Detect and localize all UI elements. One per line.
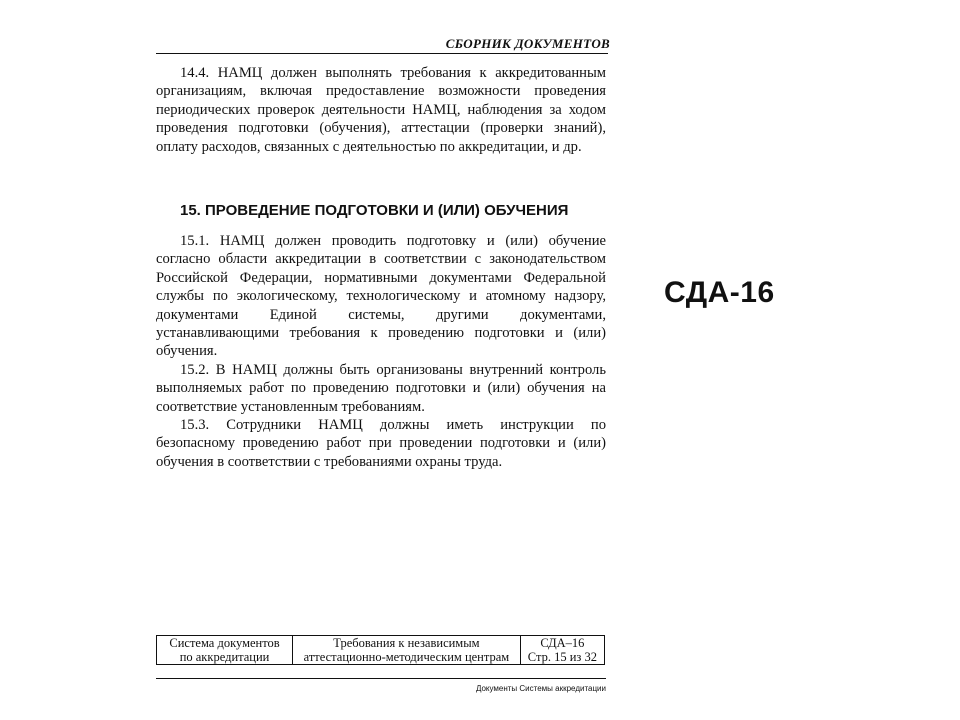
slide-label: СДА-16 (664, 276, 775, 309)
paragraph-15-2: 15.2. В НАМЦ должны быть организованы внутренний контроль выполняемых работ по проведению подготовки и (или) обучения на соответствие установленным требованиям. (156, 361, 606, 415)
footer-table (156, 635, 605, 665)
footer-page-number: Стр. 15 из 32 (527, 650, 597, 664)
footer-requirements-line1: Требования к независимым (333, 636, 480, 650)
section-14-text (156, 64, 606, 156)
collection-title: СБОРНИК ДОКУМЕНТОВ (445, 36, 610, 51)
section-15-text (156, 232, 606, 471)
footer-system-cell (157, 636, 293, 665)
footer-doc-code: СДА–16 (540, 636, 585, 650)
footer-system-line2: по аккредитации (179, 650, 270, 664)
footer-requirements-line2: аттестационно-методическим центрам (303, 650, 510, 664)
footer-system-line1: Система документов (169, 636, 280, 650)
paragraph-15-3: 15.3. Сотрудники НАМЦ должны иметь инструкции по безопасному проведению работ при проведении подготовки и (или) обучения в соответствии с требованиями охраны труда. (156, 417, 606, 470)
footer-rule (156, 678, 606, 679)
header-rule (156, 53, 608, 54)
footer-doc-code-cell (520, 636, 604, 665)
footer-source: Документы Системы аккредитации (475, 684, 606, 693)
footer-requirements-cell (293, 636, 521, 665)
section-15-heading: 15. ПРОВЕДЕНИЕ ПОДГОТОВКИ И (ИЛИ) ОБУЧЕНИЯ (180, 202, 569, 219)
paragraph-15-1: 15.1. НАМЦ должен проводить подготовку и (или) обучение согласно области аккредитации в соответствии с законодательством Российской Федерации, нормативными документами Федеральной службы по экологическому, технологическому и атомному надзору, документами Единой системы, другими документами, устанавливающими требования к проведению подготовки и (или) обучения. (156, 233, 606, 360)
paragraph-14-4: 14.4. НАМЦ должен выполнять требования к аккредитованным организациям, включая предоставление возможности проведения периодических проверок деятельности НАМЦ, наблюдения за ходом проведения подготовки (обучения), аттестации (проверки знаний), оплату расходов, связанных с деятельностью по аккредитации, и др. (156, 65, 606, 155)
